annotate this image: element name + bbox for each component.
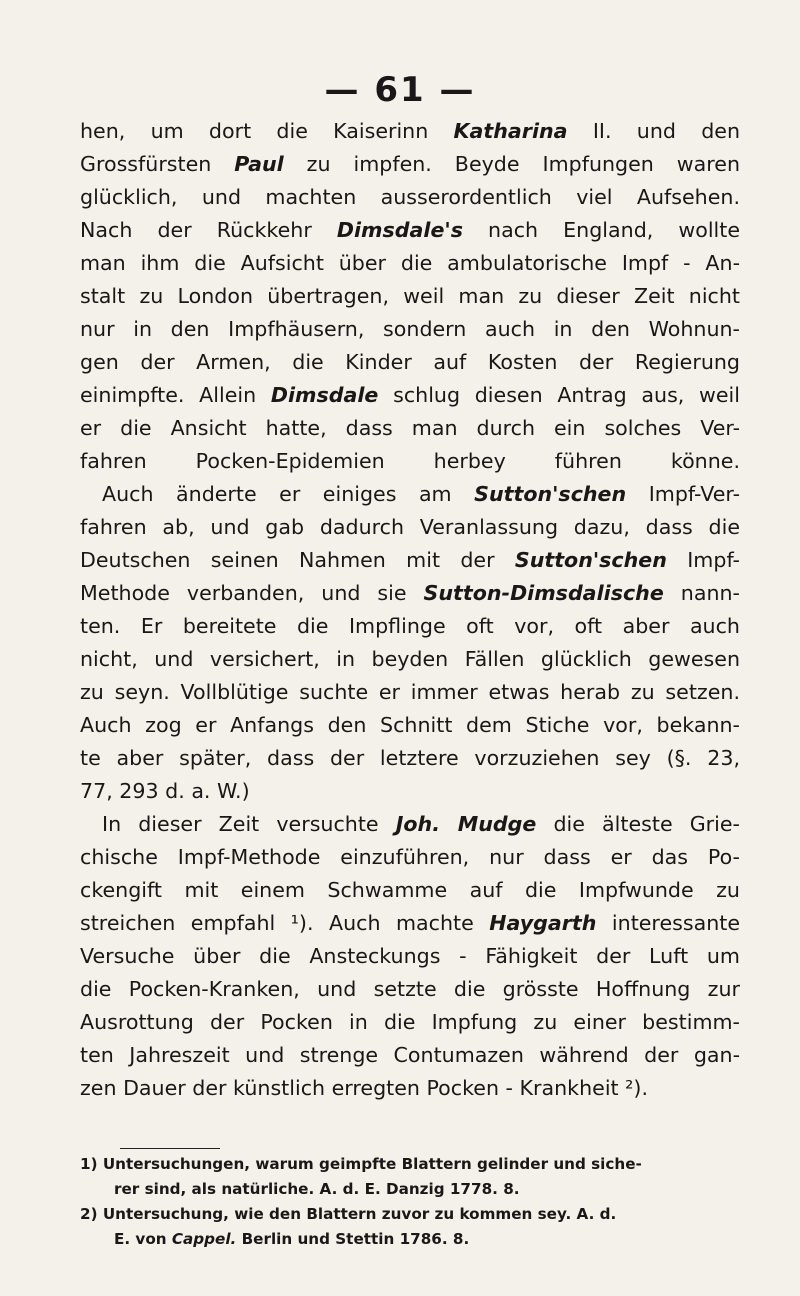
footnotes [80,1152,740,1252]
text-line [80,478,740,511]
text-line [80,280,740,313]
text-line [80,775,740,808]
text-line [80,709,740,742]
text-line [80,181,740,214]
footnote-text: Berlin und Stettin 1786. 8. [236,1230,470,1248]
text-line [80,115,740,148]
footnote-text: Untersuchungen, warum geimpfte Blattern gelinder und siche- [102,1155,642,1173]
text-line [80,1006,740,1039]
text-line [80,808,740,841]
italic-name: Cappel. [171,1230,237,1248]
text-segment: nann- [663,581,740,605]
text-segment: fahren Pocken-Epidemien herbey führen könne. [80,449,740,473]
footnote-mark: 1) [80,1155,98,1173]
text-segment: Auch zog er Anfangs den Schnitt dem Stiche vor, bekann- [80,713,740,737]
text-line [80,214,740,247]
text-line [80,445,740,478]
text-segment: nur in den Impfhäusern, sondern auch in den Wohnun- [80,317,740,341]
text-segment: te aber später, dass der letztere vorzuziehen sey (§. 23, [80,746,740,770]
text-segment: die Pocken-Kranken, und setzte die grösste Hoffnung zur [80,977,740,1001]
text-segment: gen der Armen, die Kinder auf Kosten der Regierung [80,350,740,374]
text-segment: Methode verbanden, und sie [80,581,424,605]
text-line [80,1039,740,1072]
page-number: — 61 — [324,70,476,110]
text-segment: Ausrottung der Pocken in die Impfung zu einer bestimm- [80,1010,740,1034]
text-line [80,511,740,544]
footnote-mark: 2) [80,1205,98,1223]
footnote-line [80,1177,740,1202]
text-segment: Impf- [666,548,740,572]
text-segment: 77, 293 d. a. W.) [80,779,250,803]
text-line [80,907,740,940]
text-segment: einimpfte. Allein [80,383,271,407]
italic-name: Paul [234,152,284,176]
text-segment: stalt zu London übertragen, weil man zu dieser Zeit nicht [80,284,740,308]
text-line [80,940,740,973]
text-segment: nach England, wollte [462,218,741,242]
text-segment: zen Dauer der künstlich erregten Pocken - Krankheit ²). [80,1076,648,1100]
text-line [80,577,740,610]
text-segment: er die Ansicht hatte, dass man durch ein solches Ver- [80,416,740,440]
text-line [80,742,740,775]
text-line [80,313,740,346]
text-segment: zu impfen. Beyde Impfungen waren [283,152,741,176]
text-line [80,544,740,577]
italic-name: Sutton-Dimsdalische [423,581,664,605]
text-line [80,676,740,709]
text-line [80,412,740,445]
text-segment: glücklich, und machten ausserordentlich viel Aufsehen. [80,185,740,209]
italic-name: Joh. Mudge [395,812,537,836]
text-segment: II. und den [567,119,740,143]
text-line [80,874,740,907]
footnote-text: E. von [114,1230,172,1248]
text-segment: streichen empfahl ¹). Auch machte [80,911,490,935]
text-segment: man ihm die Aufsicht über die ambulatorische Impf - An- [80,251,740,275]
footnote-text: Untersuchung, wie den Blattern zuvor zu kommen sey. A. d. [102,1205,617,1223]
text-segment: ten. Er bereitete die Impflinge oft vor, oft aber auch [80,614,740,638]
text-segment: hen, um dort die Kaiserinn [80,119,454,143]
text-segment: Versuche über die Ansteckungs - Fähigkeit der Luft um [80,944,740,968]
text-line [80,148,740,181]
text-segment: Nach der Rückkehr [80,218,337,242]
text-segment: In dieser Zeit versuchte [102,812,396,836]
italic-name: Sutton'schen [474,482,627,506]
text-segment: nicht, und versichert, in beyden Fällen glücklich gewesen [80,647,740,671]
text-line [80,346,740,379]
text-segment: chische Impf-Methode einzuführen, nur dass er das Po- [80,845,740,869]
italic-name: Sutton'schen [514,548,667,572]
text-line [80,610,740,643]
text-line [80,973,740,1006]
text-segment: die älteste Grie- [536,812,740,836]
text-line [80,247,740,280]
text-segment: Auch änderte er einiges am [102,482,475,506]
text-segment: Impf-Ver- [626,482,741,506]
text-line [80,1072,740,1105]
text-line [80,379,740,412]
body-text [80,115,740,1105]
footnote-rule [120,1148,220,1149]
text-line [80,643,740,676]
italic-name: Katharina [453,119,568,143]
text-segment: fahren ab, und gab dadurch Veranlassung dazu, dass die [80,515,740,539]
text-segment: schlug diesen Antrag aus, weil [378,383,740,407]
text-segment: interessante [596,911,740,935]
footnote-line [80,1202,740,1227]
text-segment: Deutschen seinen Nahmen mit der [80,548,515,572]
footnote-line [80,1152,740,1177]
footnote-line [80,1227,740,1252]
text-segment: ten Jahreszeit und strenge Contumazen während der gan- [80,1043,740,1067]
italic-name: Haygarth [489,911,597,935]
text-segment: ckengift mit einem Schwamme auf die Impfwunde zu [80,878,740,902]
italic-name: Dimsdale [270,383,379,407]
text-segment: Grossfürsten [80,152,235,176]
italic-name: Dimsdale's [336,218,463,242]
text-segment: zu seyn. Vollblütige suchte er immer etwas herab zu setzen. [80,680,740,704]
footnote-text: rer sind, als natürliche. A. d. E. Danzig 1778. 8. [114,1180,520,1198]
text-line [80,841,740,874]
